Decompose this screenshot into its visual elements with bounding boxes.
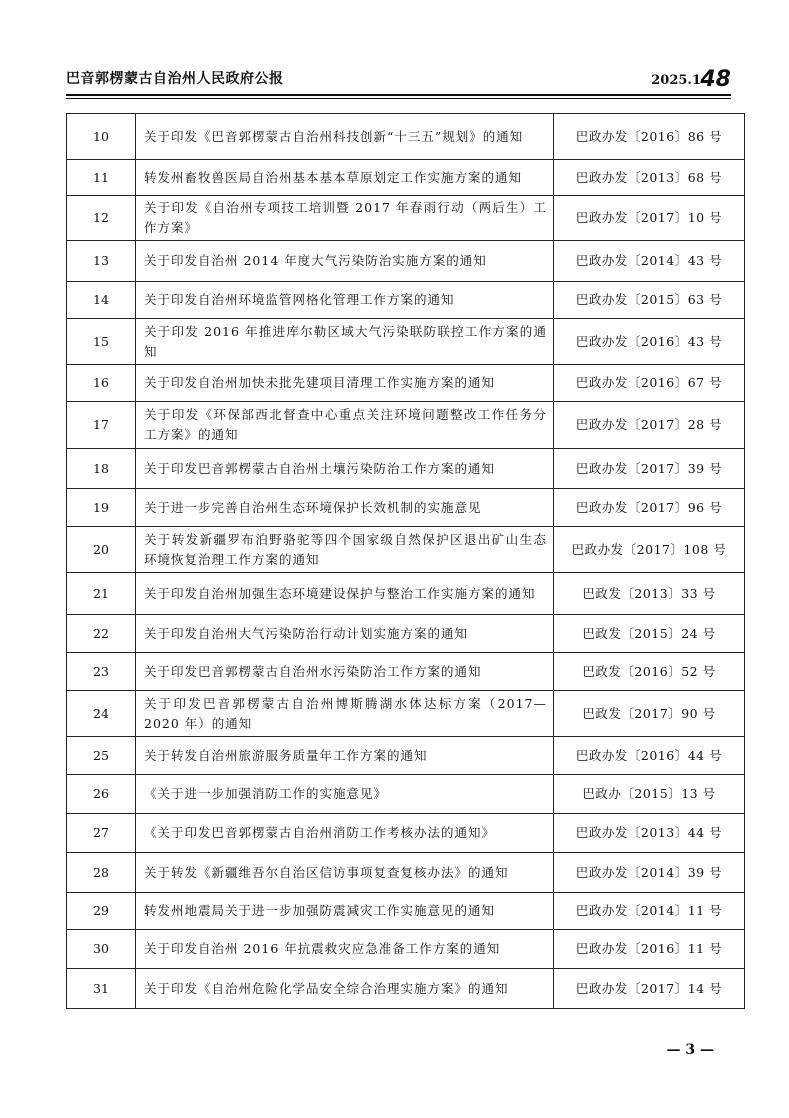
row-title: 关于印发《环保部西北督查中心重点关注环境问题整改工作任务分工方案》的通知	[136, 402, 554, 449]
table-row	[67, 969, 745, 1009]
row-document-code: 巴政办发〔2016〕43 号	[554, 319, 745, 365]
table-row	[67, 114, 745, 160]
row-title: 关于印发巴音郭楞蒙古自治州土壤污染防治工作方案的通知	[136, 449, 554, 489]
table-row	[67, 775, 745, 814]
table-row	[67, 527, 745, 573]
footer-page-number: — 3 —	[666, 1042, 714, 1058]
row-title: 转发州畜牧兽医局自治州基本基本草原划定工作实施方案的通知	[136, 160, 554, 196]
table-row	[67, 365, 745, 402]
row-number: 20	[67, 527, 136, 573]
row-number: 10	[67, 114, 136, 160]
row-document-code: 巴政办发〔2014〕43 号	[554, 241, 745, 282]
row-document-code: 巴政办发〔2017〕14 号	[554, 969, 745, 1009]
row-document-code: 巴政办发〔2013〕44 号	[554, 814, 745, 853]
row-title: 关于印发自治州大气污染防治行动计划实施方案的通知	[136, 615, 554, 653]
row-number: 26	[67, 775, 136, 814]
table-row	[67, 196, 745, 241]
table-row	[67, 615, 745, 653]
row-title: 关于转发新疆罗布泊野骆驼等四个国家级自然保护区退出矿山生态环境恢复治理工作方案的通知	[136, 527, 554, 573]
table-row	[67, 814, 745, 853]
row-title: 关于转发《新疆维吾尔自治区信访事项复查复核办法》的通知	[136, 853, 554, 893]
table-row	[67, 893, 745, 930]
row-number: 18	[67, 449, 136, 489]
row-document-code: 巴政办〔2015〕13 号	[554, 775, 745, 814]
row-document-code: 巴政办发〔2016〕11 号	[554, 930, 745, 969]
row-document-code: 巴政办发〔2014〕11 号	[554, 893, 745, 930]
header-rule	[66, 94, 731, 96]
table-row	[67, 241, 745, 282]
page-header	[66, 62, 731, 92]
row-number: 31	[67, 969, 136, 1009]
table-row	[67, 402, 745, 449]
row-title: 转发州地震局关于进一步加强防震减灾工作实施意见的通知	[136, 893, 554, 930]
row-document-code: 巴政办发〔2016〕67 号	[554, 365, 745, 402]
table-row	[67, 573, 745, 615]
row-number: 17	[67, 402, 136, 449]
row-document-code: 巴政办发〔2016〕44 号	[554, 737, 745, 775]
row-title: 《关于印发巴音郭楞蒙古自治州消防工作考核办法的通知》	[136, 814, 554, 853]
row-title: 关于印发巴音郭楞蒙古自治州水污染防治工作方案的通知	[136, 653, 554, 691]
row-number: 25	[67, 737, 136, 775]
row-document-code: 巴政办发〔2016〕86 号	[554, 114, 745, 160]
row-title: 关于印发巴音郭楞蒙古自治州博斯腾湖水体达标方案（2017—2020 年）的通知	[136, 691, 554, 737]
row-document-code: 巴政发〔2015〕24 号	[554, 615, 745, 653]
row-document-code: 巴政办发〔2017〕96 号	[554, 489, 745, 527]
row-title: 关于印发自治州 2014 年度大气污染防治实施方案的通知	[136, 241, 554, 282]
row-document-code: 巴政办发〔2017〕39 号	[554, 449, 745, 489]
row-number: 19	[67, 489, 136, 527]
row-title: 关于印发 2016 年推进库尔勒区域大气污染联防联控工作方案的通知	[136, 319, 554, 365]
table-row	[67, 853, 745, 893]
row-title: 关于印发《巴音郭楞蒙古自治州科技创新“十三五”规划》的通知	[136, 114, 554, 160]
header-rule-thin	[66, 98, 731, 99]
row-number: 30	[67, 930, 136, 969]
row-title: 关于进一步完善自治州生态环境保护长效机制的实施意见	[136, 489, 554, 527]
row-number: 29	[67, 893, 136, 930]
row-title: 关于印发自治州加快未批先建项目清理工作实施方案的通知	[136, 365, 554, 402]
table-row	[67, 737, 745, 775]
row-document-code: 巴政发〔2016〕52 号	[554, 653, 745, 691]
header-page-number: 48	[700, 67, 731, 92]
row-document-code: 巴政办发〔2015〕63 号	[554, 282, 745, 319]
row-document-code: 巴政发〔2013〕33 号	[554, 573, 745, 615]
row-number: 16	[67, 365, 136, 402]
issue-number: 2025.1	[651, 73, 701, 88]
row-number: 23	[67, 653, 136, 691]
row-number: 22	[67, 615, 136, 653]
row-title: 关于印发《自治州危险化学品安全综合治理实施方案》的通知	[136, 969, 554, 1009]
table-row	[67, 691, 745, 737]
table-row	[67, 653, 745, 691]
table-row	[67, 160, 745, 196]
row-title: 关于印发自治州 2016 年抗震救灾应急准备工作方案的通知	[136, 930, 554, 969]
table-row	[67, 282, 745, 319]
row-number: 12	[67, 196, 136, 241]
row-number: 13	[67, 241, 136, 282]
document-table	[66, 113, 745, 1009]
row-document-code: 巴政发〔2017〕90 号	[554, 691, 745, 737]
row-number: 11	[67, 160, 136, 196]
row-document-code: 巴政办发〔2013〕68 号	[554, 160, 745, 196]
row-title: 《关于进一步加强消防工作的实施意见》	[136, 775, 554, 814]
document-table-body	[67, 114, 745, 1009]
row-title: 关于印发自治州加强生态环境建设保护与整治工作实施方案的通知	[136, 573, 554, 615]
table-row	[67, 319, 745, 365]
table-row	[67, 930, 745, 969]
row-number: 24	[67, 691, 136, 737]
row-document-code: 巴政办发〔2017〕108 号	[554, 527, 745, 573]
row-number: 15	[67, 319, 136, 365]
row-number: 27	[67, 814, 136, 853]
row-title: 关于转发自治州旅游服务质量年工作方案的通知	[136, 737, 554, 775]
row-document-code: 巴政办发〔2014〕39 号	[554, 853, 745, 893]
row-number: 21	[67, 573, 136, 615]
table-row	[67, 449, 745, 489]
publication-title: 巴音郭楞蒙古自治州人民政府公报	[66, 71, 284, 87]
row-document-code: 巴政办发〔2017〕28 号	[554, 402, 745, 449]
table-row	[67, 489, 745, 527]
row-number: 14	[67, 282, 136, 319]
row-number: 28	[67, 853, 136, 893]
row-document-code: 巴政办发〔2017〕10 号	[554, 196, 745, 241]
row-title: 关于印发《自治州专项技工培训暨 2017 年春雨行动（两后生）工作方案》	[136, 196, 554, 241]
row-title: 关于印发自治州环境监管网格化管理工作方案的通知	[136, 282, 554, 319]
